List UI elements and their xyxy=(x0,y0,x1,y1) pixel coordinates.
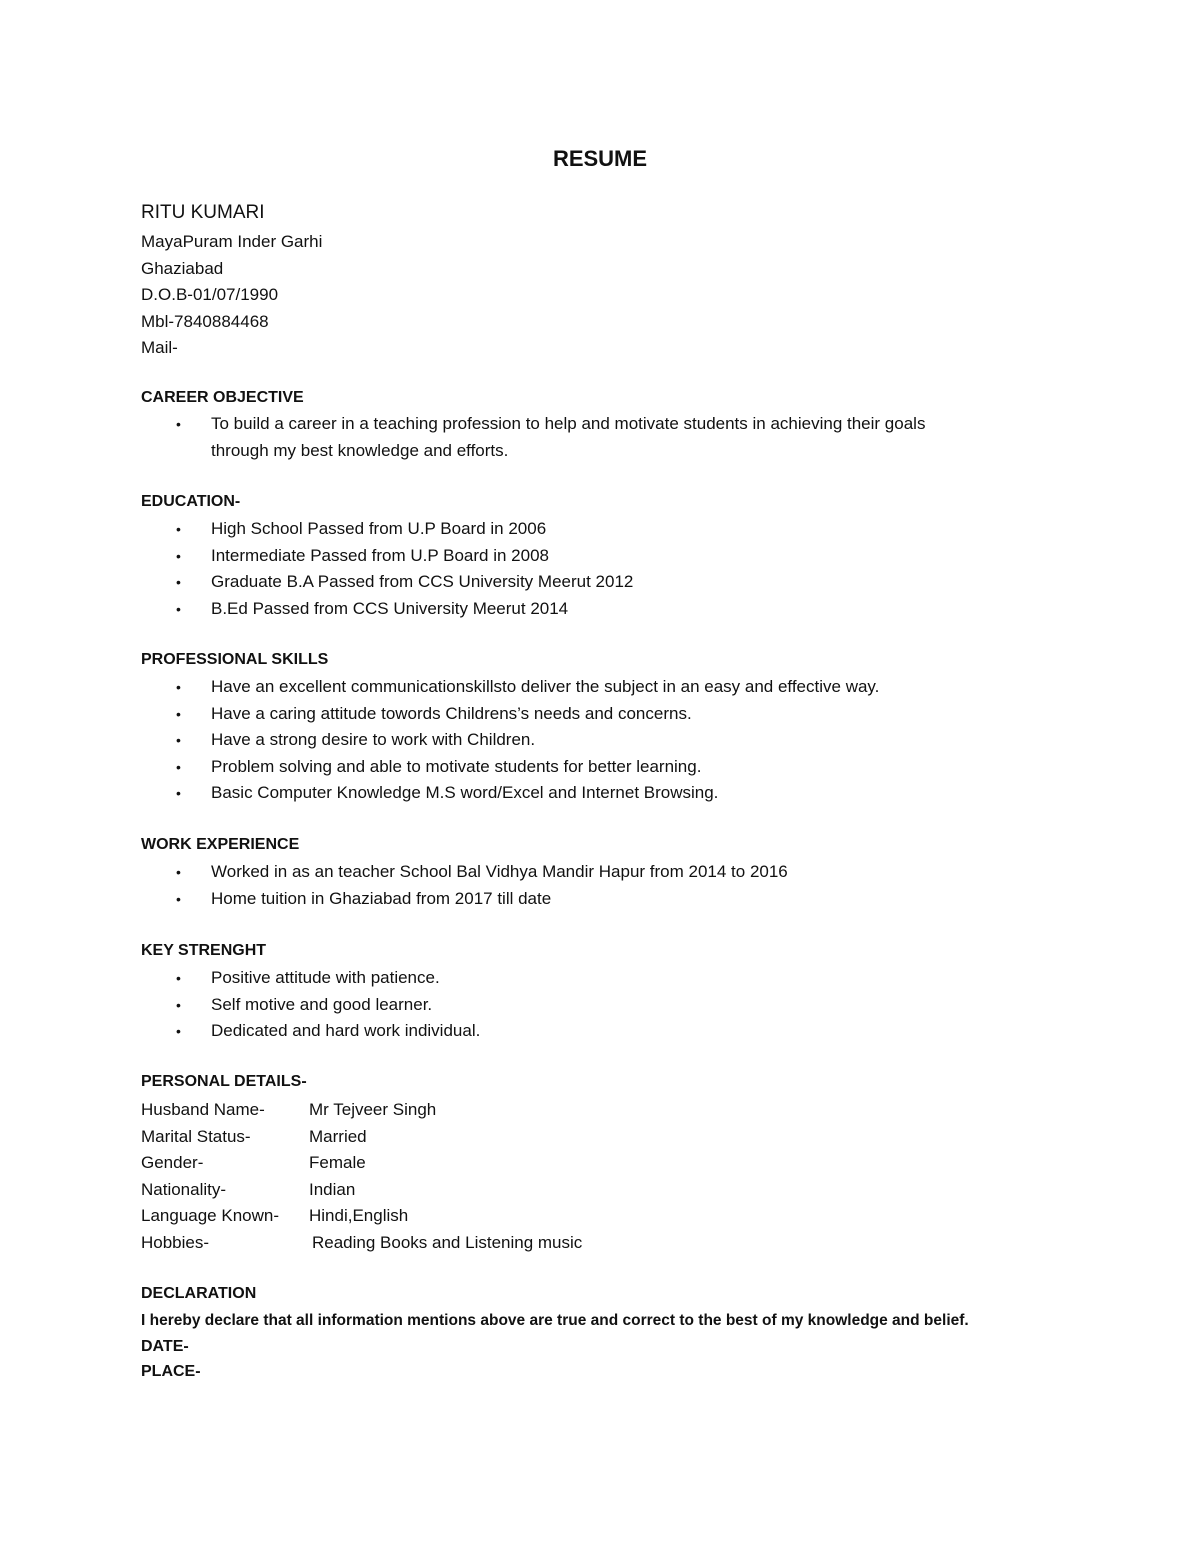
list-item: • To build a career in a teaching profession to help and motivate students in achieving their goals xyxy=(141,411,925,438)
personal-row-hobbies xyxy=(141,1230,582,1257)
list-item: • B.Ed Passed from CCS University Meerut 2014 xyxy=(141,596,633,623)
list-item: • Problem solving and able to motivate students for better learning. xyxy=(141,754,879,781)
bullet-icon: • xyxy=(176,970,181,986)
list-item: • Have a caring attitude towords Childrens’s needs and concerns. xyxy=(141,701,879,728)
bullet-icon: • xyxy=(176,890,181,907)
professional-skills-list xyxy=(141,674,879,807)
list-item: • Home tuition in Ghaziabad from 2017 till date xyxy=(141,886,788,913)
bullet-icon: • xyxy=(176,679,181,695)
address-line-2: Ghaziabad xyxy=(141,258,224,278)
field-value: Married xyxy=(309,1126,367,1146)
declaration-heading: DECLARATION xyxy=(141,1285,257,1302)
document-title: RESUME xyxy=(552,146,648,171)
bullet-icon: • xyxy=(176,864,181,880)
personal-row-husband xyxy=(141,1097,582,1124)
email-label: Mail- xyxy=(141,338,178,357)
date-label: DATE- xyxy=(141,1338,189,1355)
field-value: Mr Tejveer Singh xyxy=(309,1100,437,1119)
bullet-icon: • xyxy=(176,574,181,590)
work-experience-list xyxy=(141,859,788,912)
declaration-text: I hereby declare that all information mentions above are true and correct to the best of my knowledge and belief. xyxy=(141,1312,969,1329)
field-value: Reading Books and Listening music xyxy=(312,1232,583,1252)
bullet-icon: • xyxy=(176,1023,181,1039)
work-experience-heading: WORK EXPERIENCE xyxy=(141,836,300,853)
list-item: • Graduate B.A Passed from CCS University Meerut 2012 xyxy=(141,569,633,596)
list-item: • Dedicated and hard work individual. xyxy=(141,1018,480,1045)
bullet-icon: • xyxy=(176,705,181,722)
candidate-name: RITU KUMARI xyxy=(141,202,265,223)
field-label: Nationality- xyxy=(141,1179,227,1199)
bullet-icon: • xyxy=(176,600,181,617)
education-heading: EDUCATION- xyxy=(141,493,241,510)
field-value: Indian xyxy=(309,1179,356,1199)
career-objective-list xyxy=(141,411,925,464)
career-objective-heading: CAREER OBJECTIVE xyxy=(141,389,304,406)
field-label: Hobbies- xyxy=(141,1232,210,1252)
key-strength-list xyxy=(141,965,480,1045)
professional-skills-heading: PROFESSIONAL SKILLS xyxy=(141,651,329,668)
list-item: • Basic Computer Knowledge M.S word/Excel and Internet Browsing. xyxy=(141,780,879,807)
personal-details-table xyxy=(141,1097,582,1256)
list-item: • High School Passed from U.P Board in 2006 xyxy=(141,516,633,543)
bullet-icon: • xyxy=(176,521,181,537)
bullet-icon: • xyxy=(176,996,181,1013)
field-value: Female xyxy=(309,1153,366,1172)
place-label: PLACE- xyxy=(141,1363,201,1380)
address-line-1: MayaPuram Inder Garhi xyxy=(141,232,323,251)
field-label: Language Known- xyxy=(141,1206,280,1225)
list-item: • Have a strong desire to work with Children. xyxy=(141,727,879,754)
personal-row-language xyxy=(141,1203,582,1230)
mobile-number: Mbl-7840884468 xyxy=(141,311,269,331)
field-label: Husband Name- xyxy=(141,1100,265,1119)
bullet-icon: • xyxy=(176,416,181,432)
personal-row-gender xyxy=(141,1150,582,1177)
contact-block xyxy=(141,229,322,362)
list-item: • Have an excellent communicationskillsto deliver the subject in an easy and effective way. xyxy=(141,674,879,701)
field-label: Gender- xyxy=(141,1153,204,1172)
bullet-icon: • xyxy=(176,758,181,775)
list-item-continuation: through my best knowledge and efforts. xyxy=(211,440,509,460)
bullet-icon: • xyxy=(176,547,181,564)
list-item: • Worked in as an teacher School Bal Vidhya Mandir Hapur from 2014 to 2016 xyxy=(141,859,788,886)
date-of-birth: D.O.B-01/07/1990 xyxy=(141,285,279,304)
list-item: • Self motive and good learner. xyxy=(141,992,480,1019)
personal-details-heading: PERSONAL DETAILS- xyxy=(141,1073,307,1090)
field-label: Marital Status- xyxy=(141,1126,251,1146)
field-value: Hindi,English xyxy=(309,1206,409,1225)
personal-row-marital-status xyxy=(141,1124,582,1151)
bullet-icon: • xyxy=(176,785,181,801)
personal-row-nationality xyxy=(141,1177,582,1204)
list-item: • Positive attitude with patience. xyxy=(141,965,480,992)
list-item: • Intermediate Passed from U.P Board in 2008 xyxy=(141,543,633,570)
education-list xyxy=(141,516,633,622)
bullet-icon: • xyxy=(176,732,181,748)
key-strength-heading: KEY STRENGHT xyxy=(141,942,267,959)
